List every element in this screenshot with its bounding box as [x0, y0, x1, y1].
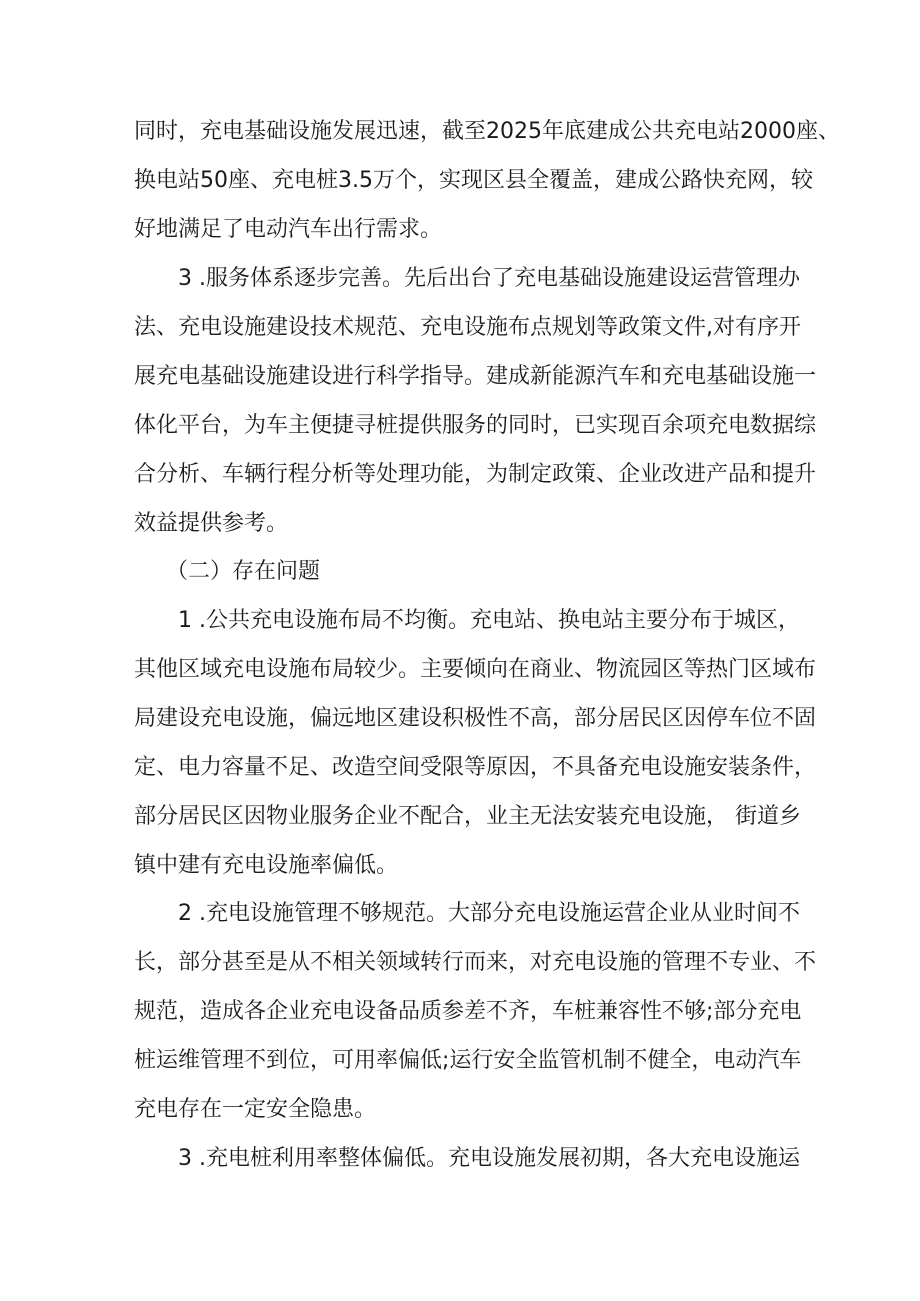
text-line-content: 1 .公共充电设施布局不均衡。充电站、换电站主要分布于城区， — [178, 608, 800, 633]
text-line — [0, 357, 920, 397]
text-line-content: 充电存在一定安全隐患。 — [134, 1097, 377, 1122]
text-line — [0, 112, 920, 152]
text-line — [0, 650, 920, 690]
text-line — [0, 943, 920, 983]
text-line-content: 展充电基础设施建设进行科学指导。建成新能源汽车和充电基础设施一 — [134, 364, 817, 389]
text-line — [0, 308, 920, 348]
text-line — [0, 846, 920, 886]
text-line-content: 定、电力容量不足、改造空间受限等原因，不具备充电设施安装条件， — [134, 755, 817, 780]
text-line-content: 效益提供参考。 — [134, 511, 289, 536]
text-line-content: 合分析、车辆行程分析等处理功能，为制定政策、企业改进产品和提升 — [134, 462, 817, 487]
text-line — [0, 210, 920, 250]
text-line-content: 部分居民区因物业服务企业不配合，业主无法安装充电设施， 街道乡 — [134, 804, 801, 829]
text-line-content: 3 .充电桩利用率整体偏低。充电设施发展初期，各大充电设施运 — [178, 1146, 800, 1171]
text-line-content: 2 .充电设施管理不够规范。大部分充电设施运营企业从业时间不 — [178, 901, 800, 926]
text-line-content: 桩运维管理不到位，可用率偏低;运行安全监管机制不健全，电动汽车 — [134, 1048, 802, 1073]
text-line — [0, 992, 920, 1032]
text-line — [0, 259, 920, 299]
text-line-content: 法、充电设施建设技术规范、充电设施布点规划等政策文件,对有序开 — [134, 315, 801, 340]
text-line-content: 换电站50座、充电桩3.5万个，实现区县全覆盖，建成公路快充网，较 — [134, 168, 813, 193]
text-line — [0, 1139, 920, 1179]
section-heading-text: （二）存在问题 — [166, 559, 321, 584]
text-line — [0, 601, 920, 641]
text-line-content: 其他区域充电设施布局较少。主要倾向在商业、物流园区等热门区域布 — [134, 657, 817, 682]
text-line — [0, 455, 920, 495]
text-line-content: 体化平台，为车主便捷寻桩提供服务的同时，已实现百余项充电数据综 — [134, 413, 817, 438]
text-line — [0, 161, 920, 201]
text-line-content: 规范，造成各企业充电设备品质参差不齐，车桩兼容性不够;部分充电 — [134, 999, 802, 1024]
text-line — [0, 894, 920, 934]
text-line-content: 镇中建有充电设施率偏低。 — [134, 853, 399, 878]
text-line-content: 3 .服务体系逐步完善。先后出台了充电基础设施建设运营管理办 — [178, 266, 800, 291]
text-line — [0, 1041, 920, 1081]
text-line — [0, 504, 920, 544]
text-line — [0, 748, 920, 788]
text-line — [0, 699, 920, 739]
text-line — [0, 1090, 920, 1130]
text-line-content: 同时，充电基础设施发展迅速，截至2025年底建成公共充电站2000座、 — [134, 119, 840, 144]
text-line-content: 好地满足了电动汽车出行需求。 — [134, 217, 443, 242]
text-line — [0, 406, 920, 446]
text-line-content: 长，部分甚至是从不相关领域转行而来，对充电设施的管理不专业、不 — [134, 950, 817, 975]
text-line — [0, 797, 920, 837]
text-line-content: 局建设充电设施，偏远地区建设积极性不高，部分居民区因停车位不固 — [134, 706, 817, 731]
section-heading — [0, 552, 920, 592]
